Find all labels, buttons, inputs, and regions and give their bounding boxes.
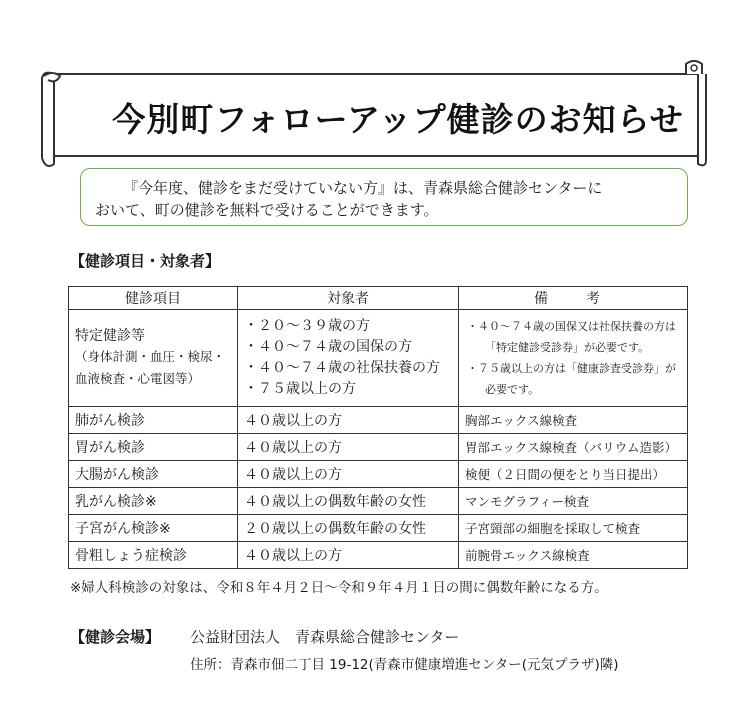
cell-item: 乳がん検診※ [69,488,238,515]
venue-label: 【健診会場】 [70,628,161,646]
cell-target: ４０歳以上の方 [238,434,459,461]
footnote: ※婦人科検診の対象は、令和８年４月２日～令和９年４月１日の間に偶数年齢になる方。 [70,580,608,596]
note-line: 必要です。 [485,383,540,396]
cell-note [459,310,688,407]
intro-line-1: 『今年度、健診をまだ受けていない方』は、青森県総合健診センターに [123,179,603,197]
table-row-specific-checkup [69,310,688,407]
venue-address: 住所：青森市佃二丁目 19-12(青森市健康増進センター(元気プラザ)隣) [190,657,619,673]
target-line: ・２０～３９歳の方 [244,318,370,334]
cell-item: 肺がん検診 [69,407,238,434]
table-row [69,461,688,488]
cell-target: ４０歳以上の方 [238,461,459,488]
header-item: 健診項目 [69,287,238,310]
intro-line-2: おいて、町の健診を無料で受けることができます。 [95,201,439,219]
cell-note: 胸部エックス線検査 [459,407,688,434]
page-title: 今別町フォローアップ健診のお知らせ [112,99,684,139]
note-line: ・４０～７４歳の国保又は社保扶養の方は [467,320,676,333]
checkup-table [68,286,688,569]
cell-note: マンモグラフィー検査 [459,488,688,515]
item-main: 特定健診等 [75,328,145,344]
cell-item: 胃がん検診 [69,434,238,461]
table-row [69,515,688,542]
title-banner [38,60,710,172]
note-line: ・７５歳以上の方は「健康診査受診券」が [467,362,676,375]
venue-name: 公益財団法人 青森県総合健診センター [190,628,460,646]
cell-note: 胃部エックス線検査（バリウム造影） [459,434,688,461]
item-sub-2: 血液検査・心電図等） [75,371,201,386]
cell-item [69,310,238,407]
table-row [69,542,688,569]
target-line: ・４０～７４歳の国保の方 [244,339,412,355]
table-header-row [69,287,688,310]
items-heading: 【健診項目・対象者】 [70,252,221,270]
cell-target: ４０歳以上の偶数年齢の女性 [238,488,459,515]
cell-item: 骨粗しょう症検診 [69,542,238,569]
header-notes: 備 考 [459,287,688,310]
cell-note: 検便（２日間の便をとり当日提出） [459,461,688,488]
note-line: 「特定健診受診券」が必要です。 [485,341,650,354]
table-row [69,488,688,515]
target-line: ・４０～７４歳の社保扶養の方 [244,360,440,376]
cell-target: ４０歳以上の方 [238,542,459,569]
table-row [69,407,688,434]
cell-note: 前腕骨エックス線検査 [459,542,688,569]
cell-target: ４０歳以上の方 [238,407,459,434]
target-line: ・７５歳以上の方 [244,381,356,397]
cell-target: ２０歳以上の偶数年齢の女性 [238,515,459,542]
header-target: 対象者 [238,287,459,310]
table-row [69,434,688,461]
cell-item: 大腸がん検診 [69,461,238,488]
cell-item: 子宮がん検診※ [69,515,238,542]
cell-note: 子宮頸部の細胞を採取して検査 [459,515,688,542]
intro-box [80,168,688,226]
cell-target [238,310,459,407]
item-sub-1: （身体計測・血圧・検尿・ [75,349,226,364]
